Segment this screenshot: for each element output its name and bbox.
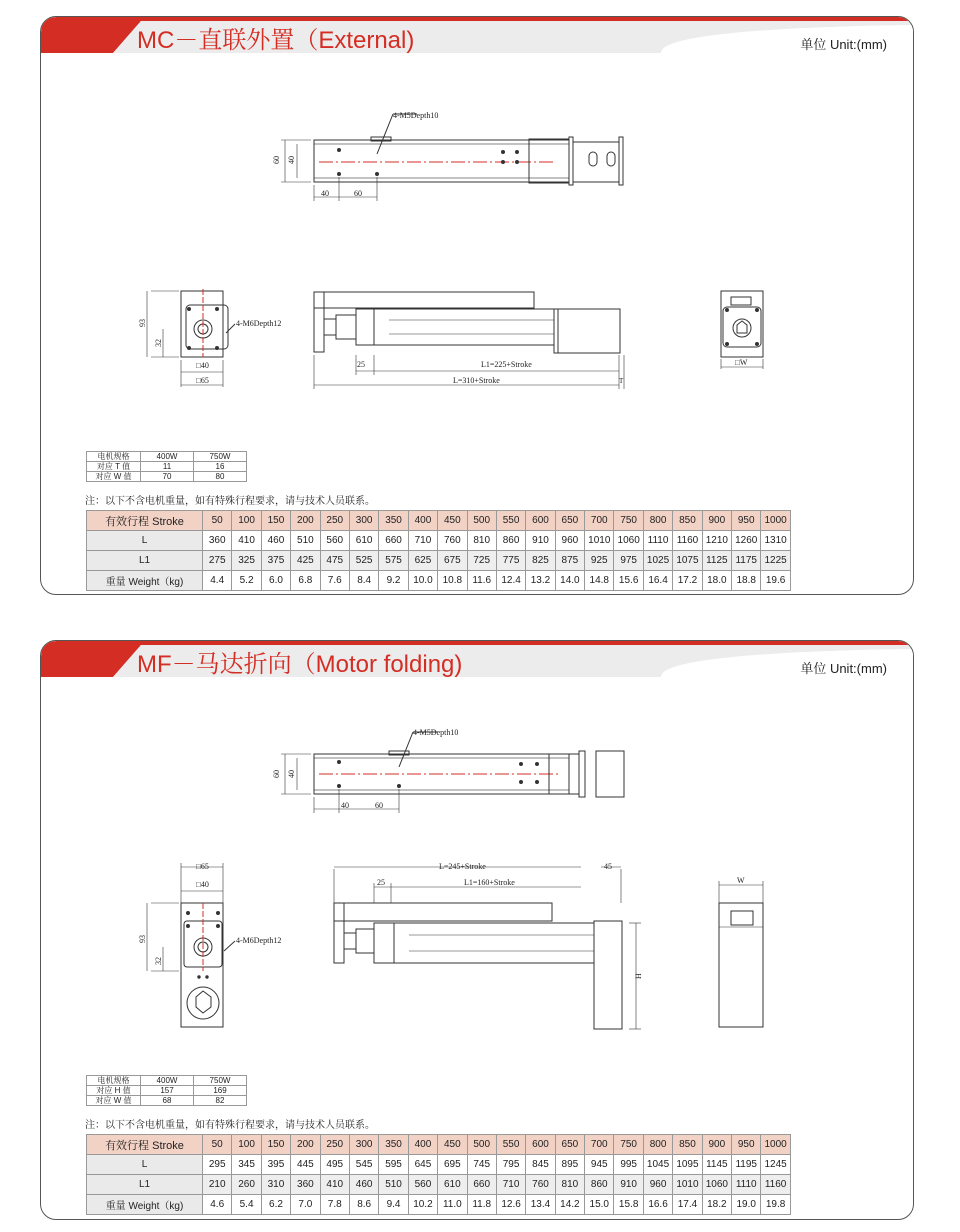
dim-25: 25 [357, 360, 365, 369]
spec-cell: 525 [349, 551, 378, 571]
spec-cell: 400 [408, 1135, 437, 1155]
dim-l: L=310+Stroke [453, 376, 500, 385]
motor-cell: 11 [141, 462, 194, 472]
side-label: 4-M6Depth12 [236, 936, 282, 945]
motor-cell: 82 [194, 1096, 247, 1106]
spec-cell: 1225 [761, 551, 790, 571]
spec-cell: 260 [232, 1175, 261, 1195]
spec-cell: 360 [291, 1175, 320, 1195]
spec-row-label: 重量 Weight（kg) [87, 1195, 203, 1215]
spec-cell: 8.4 [349, 571, 378, 591]
spec-cell: 375 [261, 551, 290, 571]
spec-cell: 400 [408, 511, 437, 531]
motor-cell: 电机规格 [87, 452, 141, 462]
spec-row-label: 有效行程 Stroke [87, 511, 203, 531]
spec-cell: 345 [232, 1155, 261, 1175]
top-view-label: 4-M5Depth10 [393, 111, 439, 120]
spec-cell: 16.6 [643, 1195, 672, 1215]
spec-cell: 450 [438, 511, 467, 531]
dim-32: 32 [154, 957, 163, 965]
motor-cell: 169 [194, 1086, 247, 1096]
spec-cell: 500 [467, 1135, 496, 1155]
spec-cell: 15.0 [585, 1195, 614, 1215]
spec-cell: 550 [496, 511, 525, 531]
motor-table [86, 1075, 247, 1106]
spec-cell: 150 [261, 511, 290, 531]
section-title: MC－直联外置（External) [137, 27, 415, 54]
spec-cell: 560 [408, 1175, 437, 1195]
spec-cell: 460 [349, 1175, 378, 1195]
spec-cell: 895 [555, 1155, 584, 1175]
spec-cell: 850 [673, 1135, 702, 1155]
dim-w: W [737, 876, 745, 885]
motor-cell: 400W [141, 452, 194, 462]
spec-cell: 210 [203, 1175, 232, 1195]
unit-label: 单位 Unit:(mm) [800, 661, 887, 676]
spec-cell: 1025 [643, 551, 672, 571]
spec-cell: 610 [349, 531, 378, 551]
spec-cell: 595 [379, 1155, 408, 1175]
spec-cell: 14.8 [585, 571, 614, 591]
spec-cell: 645 [408, 1155, 437, 1175]
spec-cell: 810 [555, 1175, 584, 1195]
spec-cell: 15.6 [614, 571, 643, 591]
motor-row [87, 462, 247, 472]
spec-cell: 50 [203, 1135, 232, 1155]
spec-row-label: L1 [87, 551, 203, 571]
dim-sq40: □40 [196, 361, 209, 370]
spec-cell: 600 [526, 511, 555, 531]
spec-cell: 13.2 [526, 571, 555, 591]
spec-cell: 860 [496, 531, 525, 551]
dim-93: 93 [138, 935, 147, 943]
end-view-left [147, 863, 235, 1027]
side-view [334, 867, 641, 1029]
top-view [281, 114, 623, 201]
spec-cell: 910 [614, 1175, 643, 1195]
dim-25: 25 [377, 878, 385, 887]
spec-cell: 1110 [732, 1175, 761, 1195]
spec-cell: 295 [203, 1155, 232, 1175]
spec-cell: 825 [526, 551, 555, 571]
spec-row-label: L [87, 1155, 203, 1175]
spec-row [87, 531, 791, 551]
spec-cell: 6.0 [261, 571, 290, 591]
spec-cell: 960 [555, 531, 584, 551]
spec-row [87, 1175, 791, 1195]
end-view-left [147, 289, 235, 387]
spec-cell: 775 [496, 551, 525, 571]
spec-cell: 10.2 [408, 1195, 437, 1215]
spec-cell: 1010 [585, 531, 614, 551]
dim-bottom-40: 40 [321, 189, 329, 198]
spec-cell: 450 [438, 1135, 467, 1155]
spec-cell: 100 [232, 511, 261, 531]
dim-bottom-60: 60 [354, 189, 362, 198]
spec-cell: 945 [585, 1155, 614, 1175]
spec-row-label: 重量 Weight（kg) [87, 571, 203, 591]
spec-cell: 1060 [614, 531, 643, 551]
motor-row [87, 1096, 247, 1106]
spec-cell: 5.4 [232, 1195, 261, 1215]
top-view-label: 4-M5Depth10 [413, 728, 459, 737]
spec-cell: 510 [291, 531, 320, 551]
spec-cell: 250 [320, 1135, 349, 1155]
spec-cell: 510 [379, 1175, 408, 1195]
spec-cell: 16.4 [643, 571, 672, 591]
spec-cell: 600 [526, 1135, 555, 1155]
spec-cell: 14.2 [555, 1195, 584, 1215]
dim-60: 60 [272, 156, 281, 164]
spec-cell: 1310 [761, 531, 790, 551]
spec-row-label: L [87, 531, 203, 551]
spec-cell: 15.8 [614, 1195, 643, 1215]
spec-cell: 1010 [673, 1175, 702, 1195]
spec-cell: 250 [320, 511, 349, 531]
spec-cell: 550 [496, 1135, 525, 1155]
spec-cell: 1245 [761, 1155, 790, 1175]
spec-cell: 9.2 [379, 571, 408, 591]
spec-cell: 325 [232, 551, 261, 571]
spec-cell: 795 [496, 1155, 525, 1175]
motor-cell: 750W [194, 452, 247, 462]
spec-cell: 800 [643, 511, 672, 531]
spec-cell: 300 [349, 1135, 378, 1155]
dim-40: 40 [287, 156, 296, 164]
spec-cell: 625 [408, 551, 437, 571]
spec-cell: 12.4 [496, 571, 525, 591]
dim-w: □W [735, 358, 748, 367]
spec-cell: 14.0 [555, 571, 584, 591]
dim-bottom-40: 40 [341, 801, 349, 810]
spec-cell: 11.0 [438, 1195, 467, 1215]
dim-sq65: □65 [196, 862, 209, 871]
technical-drawing [41, 17, 913, 447]
spec-cell: 410 [232, 531, 261, 551]
spec-cell: 6.2 [261, 1195, 290, 1215]
spec-cell: 750 [614, 1135, 643, 1155]
spec-cell: 395 [261, 1155, 290, 1175]
spec-cell: 1145 [702, 1155, 731, 1175]
section-title: MF－马达折向（Motor folding) [137, 651, 463, 678]
spec-cell: 575 [379, 551, 408, 571]
motor-row [87, 452, 247, 462]
motor-cell: 70 [141, 472, 194, 482]
dim-93: 93 [138, 319, 147, 327]
spec-cell: 1160 [673, 531, 702, 551]
spec-cell: 910 [526, 531, 555, 551]
spec-cell: 950 [732, 511, 761, 531]
spec-cell: 1045 [643, 1155, 672, 1175]
spec-cell: 900 [702, 1135, 731, 1155]
dim-sq40: □40 [196, 880, 209, 889]
spec-cell: 495 [320, 1155, 349, 1175]
spec-cell: 745 [467, 1155, 496, 1175]
spec-cell: 10.8 [438, 571, 467, 591]
spec-cell: 410 [320, 1175, 349, 1195]
motor-cell: 157 [141, 1086, 194, 1096]
technical-drawing [41, 641, 913, 1071]
spec-cell: 710 [408, 531, 437, 551]
dim-32: 32 [154, 339, 163, 347]
spec-cell: 200 [291, 1135, 320, 1155]
spec-cell: 17.2 [673, 571, 702, 591]
spec-cell: 610 [438, 1175, 467, 1195]
spec-table [86, 510, 791, 591]
spec-cell: 1000 [761, 511, 790, 531]
spec-cell: 445 [291, 1155, 320, 1175]
top-view [281, 732, 624, 813]
spec-row-label: 有效行程 Stroke [87, 1135, 203, 1155]
spec-cell: 545 [349, 1155, 378, 1175]
spec-row [87, 571, 791, 591]
unit-label: 单位 Unit:(mm) [800, 37, 887, 52]
spec-cell: 560 [320, 531, 349, 551]
motor-cell: 16 [194, 462, 247, 472]
note-text: 注：以下不含电机重量，如有特殊行程要求，请与技术人员联系。 [85, 1120, 375, 1131]
spec-cell: 10.0 [408, 571, 437, 591]
spec-cell: 7.8 [320, 1195, 349, 1215]
spec-cell: 700 [585, 1135, 614, 1155]
spec-cell: 200 [291, 511, 320, 531]
spec-cell: 800 [643, 1135, 672, 1155]
spec-row [87, 1155, 791, 1175]
spec-cell: 150 [261, 1135, 290, 1155]
motor-cell: 对应 T 值 [87, 462, 141, 472]
spec-cell: 650 [555, 1135, 584, 1155]
spec-cell: 300 [349, 511, 378, 531]
spec-cell: 1000 [761, 1135, 790, 1155]
section-mc [40, 16, 914, 595]
dim-l: L=245+Stroke [439, 862, 486, 871]
spec-cell: 275 [203, 551, 232, 571]
spec-cell: 810 [467, 531, 496, 551]
spec-cell: 4.4 [203, 571, 232, 591]
spec-cell: 675 [438, 551, 467, 571]
spec-cell: 760 [526, 1175, 555, 1195]
spec-cell: 19.8 [761, 1195, 790, 1215]
spec-cell: 710 [496, 1175, 525, 1195]
spec-cell: 660 [467, 1175, 496, 1195]
spec-cell: 475 [320, 551, 349, 571]
spec-cell: 1095 [673, 1155, 702, 1175]
spec-cell: 725 [467, 551, 496, 571]
spec-cell: 100 [232, 1135, 261, 1155]
spec-cell: 950 [732, 1135, 761, 1155]
section-mf [40, 640, 914, 1220]
dim-60: 60 [272, 770, 281, 778]
spec-row [87, 1195, 791, 1215]
dim-l1: L1=225+Stroke [481, 360, 532, 369]
spec-cell: 1075 [673, 551, 702, 571]
dim-sq65: □65 [196, 376, 209, 385]
motor-cell: 80 [194, 472, 247, 482]
spec-cell: 12.6 [496, 1195, 525, 1215]
spec-cell: 1210 [702, 531, 731, 551]
motor-cell: 对应 H 值 [87, 1086, 141, 1096]
spec-cell: 850 [673, 511, 702, 531]
spec-cell: 310 [261, 1175, 290, 1195]
spec-cell: 1060 [702, 1175, 731, 1195]
spec-cell: 995 [614, 1155, 643, 1175]
spec-cell: 500 [467, 511, 496, 531]
motor-row [87, 472, 247, 482]
side-view [314, 292, 624, 389]
spec-cell: 425 [291, 551, 320, 571]
spec-cell: 350 [379, 1135, 408, 1155]
spec-cell: 350 [379, 511, 408, 531]
spec-cell: 19.6 [761, 571, 790, 591]
spec-cell: 925 [585, 551, 614, 571]
motor-table [86, 451, 247, 482]
note-text: 注：以下不含电机重量，如有特殊行程要求，请与技术人员联系。 [85, 496, 375, 507]
spec-cell: 960 [643, 1175, 672, 1195]
spec-cell: 50 [203, 511, 232, 531]
spec-cell: 700 [585, 511, 614, 531]
spec-cell: 8.6 [349, 1195, 378, 1215]
spec-cell: 695 [438, 1155, 467, 1175]
spec-table [86, 1134, 791, 1215]
spec-cell: 750 [614, 511, 643, 531]
spec-cell: 1175 [732, 551, 761, 571]
spec-cell: 18.2 [702, 1195, 731, 1215]
spec-cell: 1160 [761, 1175, 790, 1195]
dim-h: H [634, 973, 643, 979]
dim-bottom-60: 60 [375, 801, 383, 810]
spec-cell: 975 [614, 551, 643, 571]
spec-cell: 7.6 [320, 571, 349, 591]
spec-cell: 1195 [732, 1155, 761, 1175]
motor-row [87, 1086, 247, 1096]
spec-cell: 11.8 [467, 1195, 496, 1215]
spec-cell: 5.2 [232, 571, 261, 591]
motor-cell: 400W [141, 1076, 194, 1086]
spec-cell: 900 [702, 511, 731, 531]
end-view-right [719, 881, 763, 1027]
spec-cell: 19.0 [732, 1195, 761, 1215]
spec-cell: 760 [438, 531, 467, 551]
spec-cell: 13.4 [526, 1195, 555, 1215]
spec-cell: 650 [555, 511, 584, 531]
motor-row [87, 1076, 247, 1086]
spec-cell: 360 [203, 531, 232, 551]
dim-45: 45 [604, 862, 612, 871]
spec-cell: 1110 [643, 531, 672, 551]
motor-cell: 电机规格 [87, 1076, 141, 1086]
spec-cell: 875 [555, 551, 584, 571]
spec-row [87, 551, 791, 571]
spec-row [87, 511, 791, 531]
motor-cell: 68 [141, 1096, 194, 1106]
spec-cell: 18.0 [702, 571, 731, 591]
dim-l1: L1=160+Stroke [464, 878, 515, 887]
spec-cell: 660 [379, 531, 408, 551]
spec-row [87, 1135, 791, 1155]
motor-cell: 对应 W 值 [87, 1096, 141, 1106]
side-label: 4-M6Depth12 [236, 319, 282, 328]
spec-cell: 7.0 [291, 1195, 320, 1215]
spec-cell: 1260 [732, 531, 761, 551]
spec-cell: 11.6 [467, 571, 496, 591]
spec-cell: 18.8 [732, 571, 761, 591]
spec-cell: 845 [526, 1155, 555, 1175]
motor-cell: 750W [194, 1076, 247, 1086]
spec-cell: 1125 [702, 551, 731, 571]
spec-cell: 4.6 [203, 1195, 232, 1215]
motor-cell: 对应 W 值 [87, 472, 141, 482]
dim-t: T [619, 377, 624, 385]
spec-cell: 9.4 [379, 1195, 408, 1215]
spec-cell: 6.8 [291, 571, 320, 591]
spec-cell: 860 [585, 1175, 614, 1195]
spec-cell: 460 [261, 531, 290, 551]
spec-cell: 17.4 [673, 1195, 702, 1215]
dim-40: 40 [287, 770, 296, 778]
spec-row-label: L1 [87, 1175, 203, 1195]
